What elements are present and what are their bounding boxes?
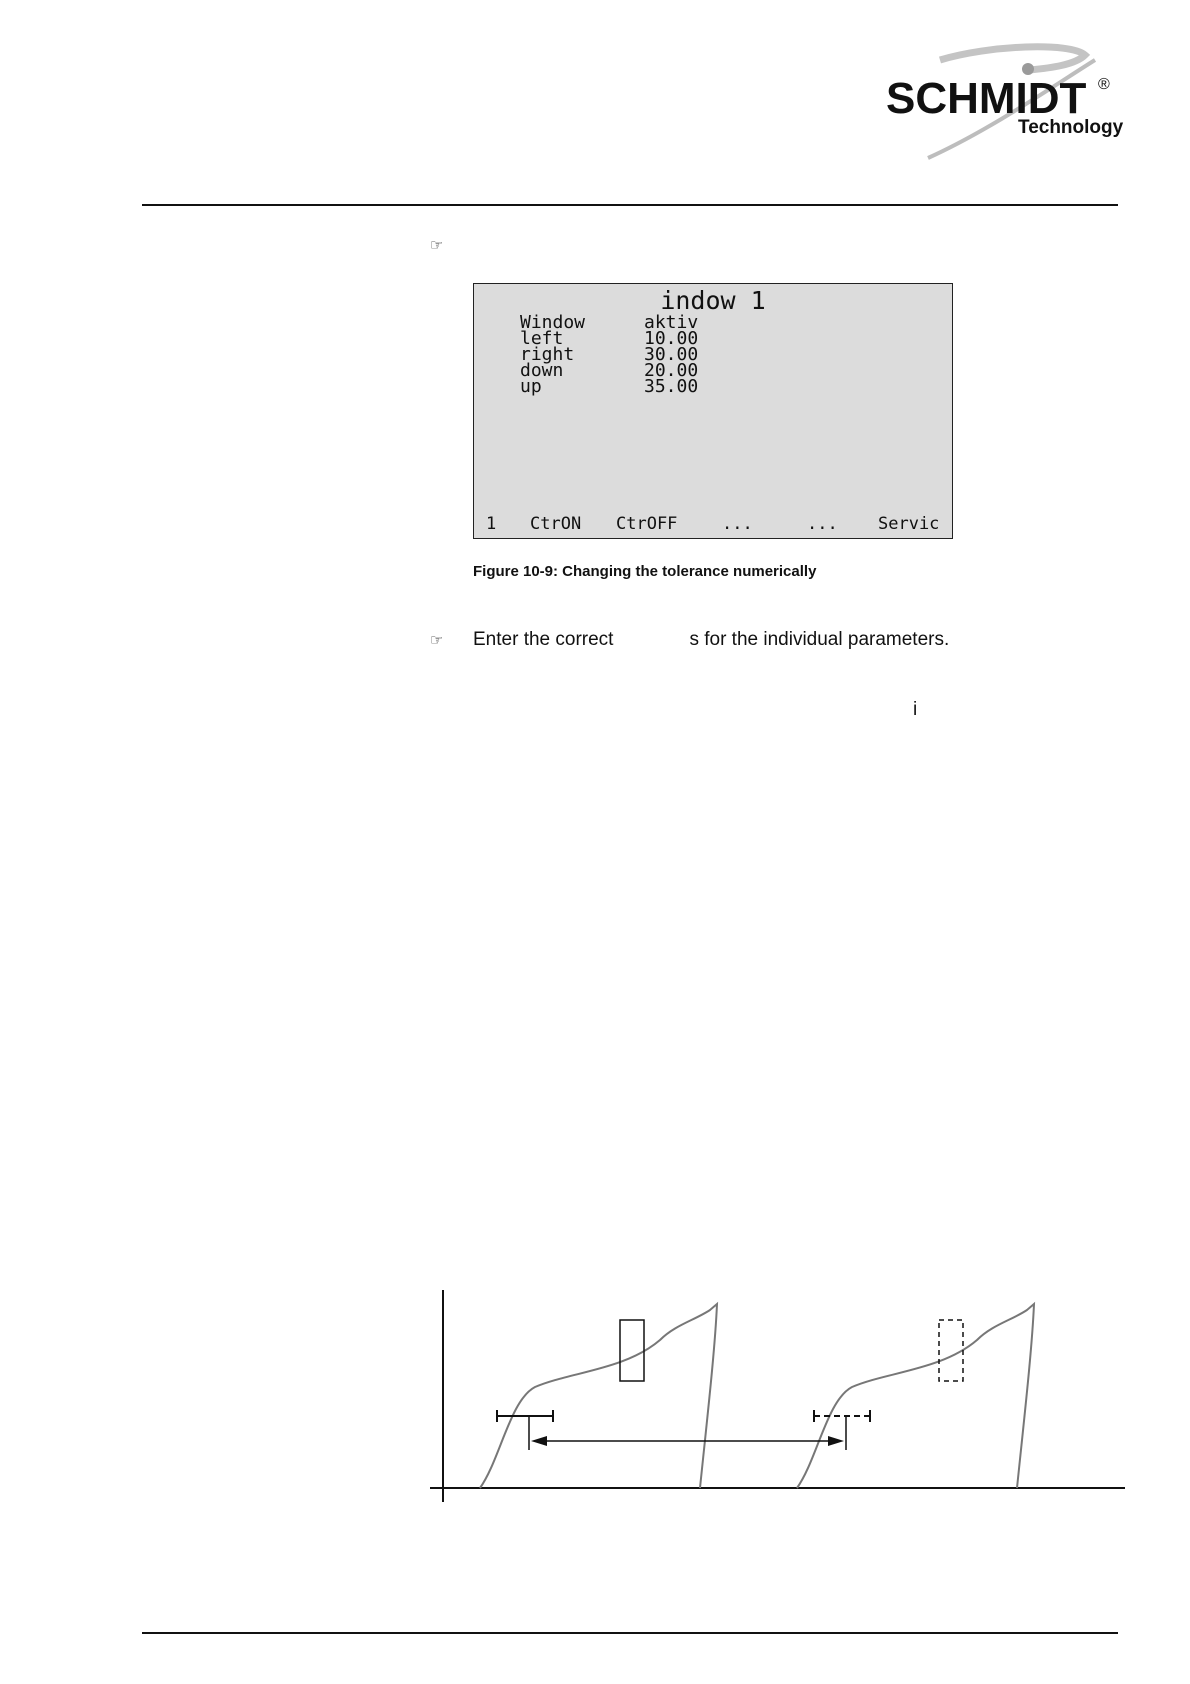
device-display (473, 283, 953, 539)
logo-wordmark: SCHMIDT (886, 74, 1087, 123)
param-value: aktiv (644, 312, 699, 333)
hand-pointer-icon: ☞ (430, 236, 444, 254)
softkey-more-2[interactable]: ... (807, 514, 838, 534)
param-label: right (520, 344, 575, 365)
softkey-more-1[interactable]: ... (722, 514, 753, 534)
instruction-text (473, 629, 949, 651)
footer-rule (142, 1632, 1118, 1634)
figure-caption: Figure 10-9: Changing the tolerance numerically (473, 563, 817, 580)
hand-pointer-icon: ☞ (430, 631, 444, 649)
param-label: up (520, 376, 542, 397)
param-value: 30.00 (644, 344, 699, 365)
param-label: left (520, 328, 564, 349)
logo-subtext: Technology (1018, 117, 1124, 138)
logo-registered-mark: ® (1098, 76, 1110, 93)
param-value: 35.00 (644, 376, 699, 397)
param-label: down (520, 360, 564, 381)
instruction-after: s for the individual parameters. (689, 629, 950, 650)
softkey-ctron[interactable]: CtrON (530, 514, 582, 534)
softkey-1[interactable]: 1 (486, 514, 497, 534)
curve-1 (480, 1304, 717, 1488)
tolerance-window-solid (620, 1320, 644, 1381)
stray-text: i (913, 699, 918, 720)
header-rule (142, 204, 1118, 206)
softkey-service[interactable]: Servic (878, 514, 940, 534)
instruction-before: Enter the correct (473, 629, 614, 650)
param-value: 10.00 (644, 328, 699, 349)
schmidt-logo (880, 40, 1124, 165)
tension-curve-diagram (425, 1290, 1125, 1510)
param-label: Window (520, 312, 586, 333)
curve-2 (797, 1304, 1034, 1488)
softkey-ctroff[interactable]: CtrOFF (616, 514, 678, 534)
tolerance-window-dashed (939, 1320, 963, 1381)
display-title: indow 1 (660, 286, 766, 315)
param-value: 20.00 (644, 360, 699, 381)
window-diagram (425, 1290, 1125, 1510)
